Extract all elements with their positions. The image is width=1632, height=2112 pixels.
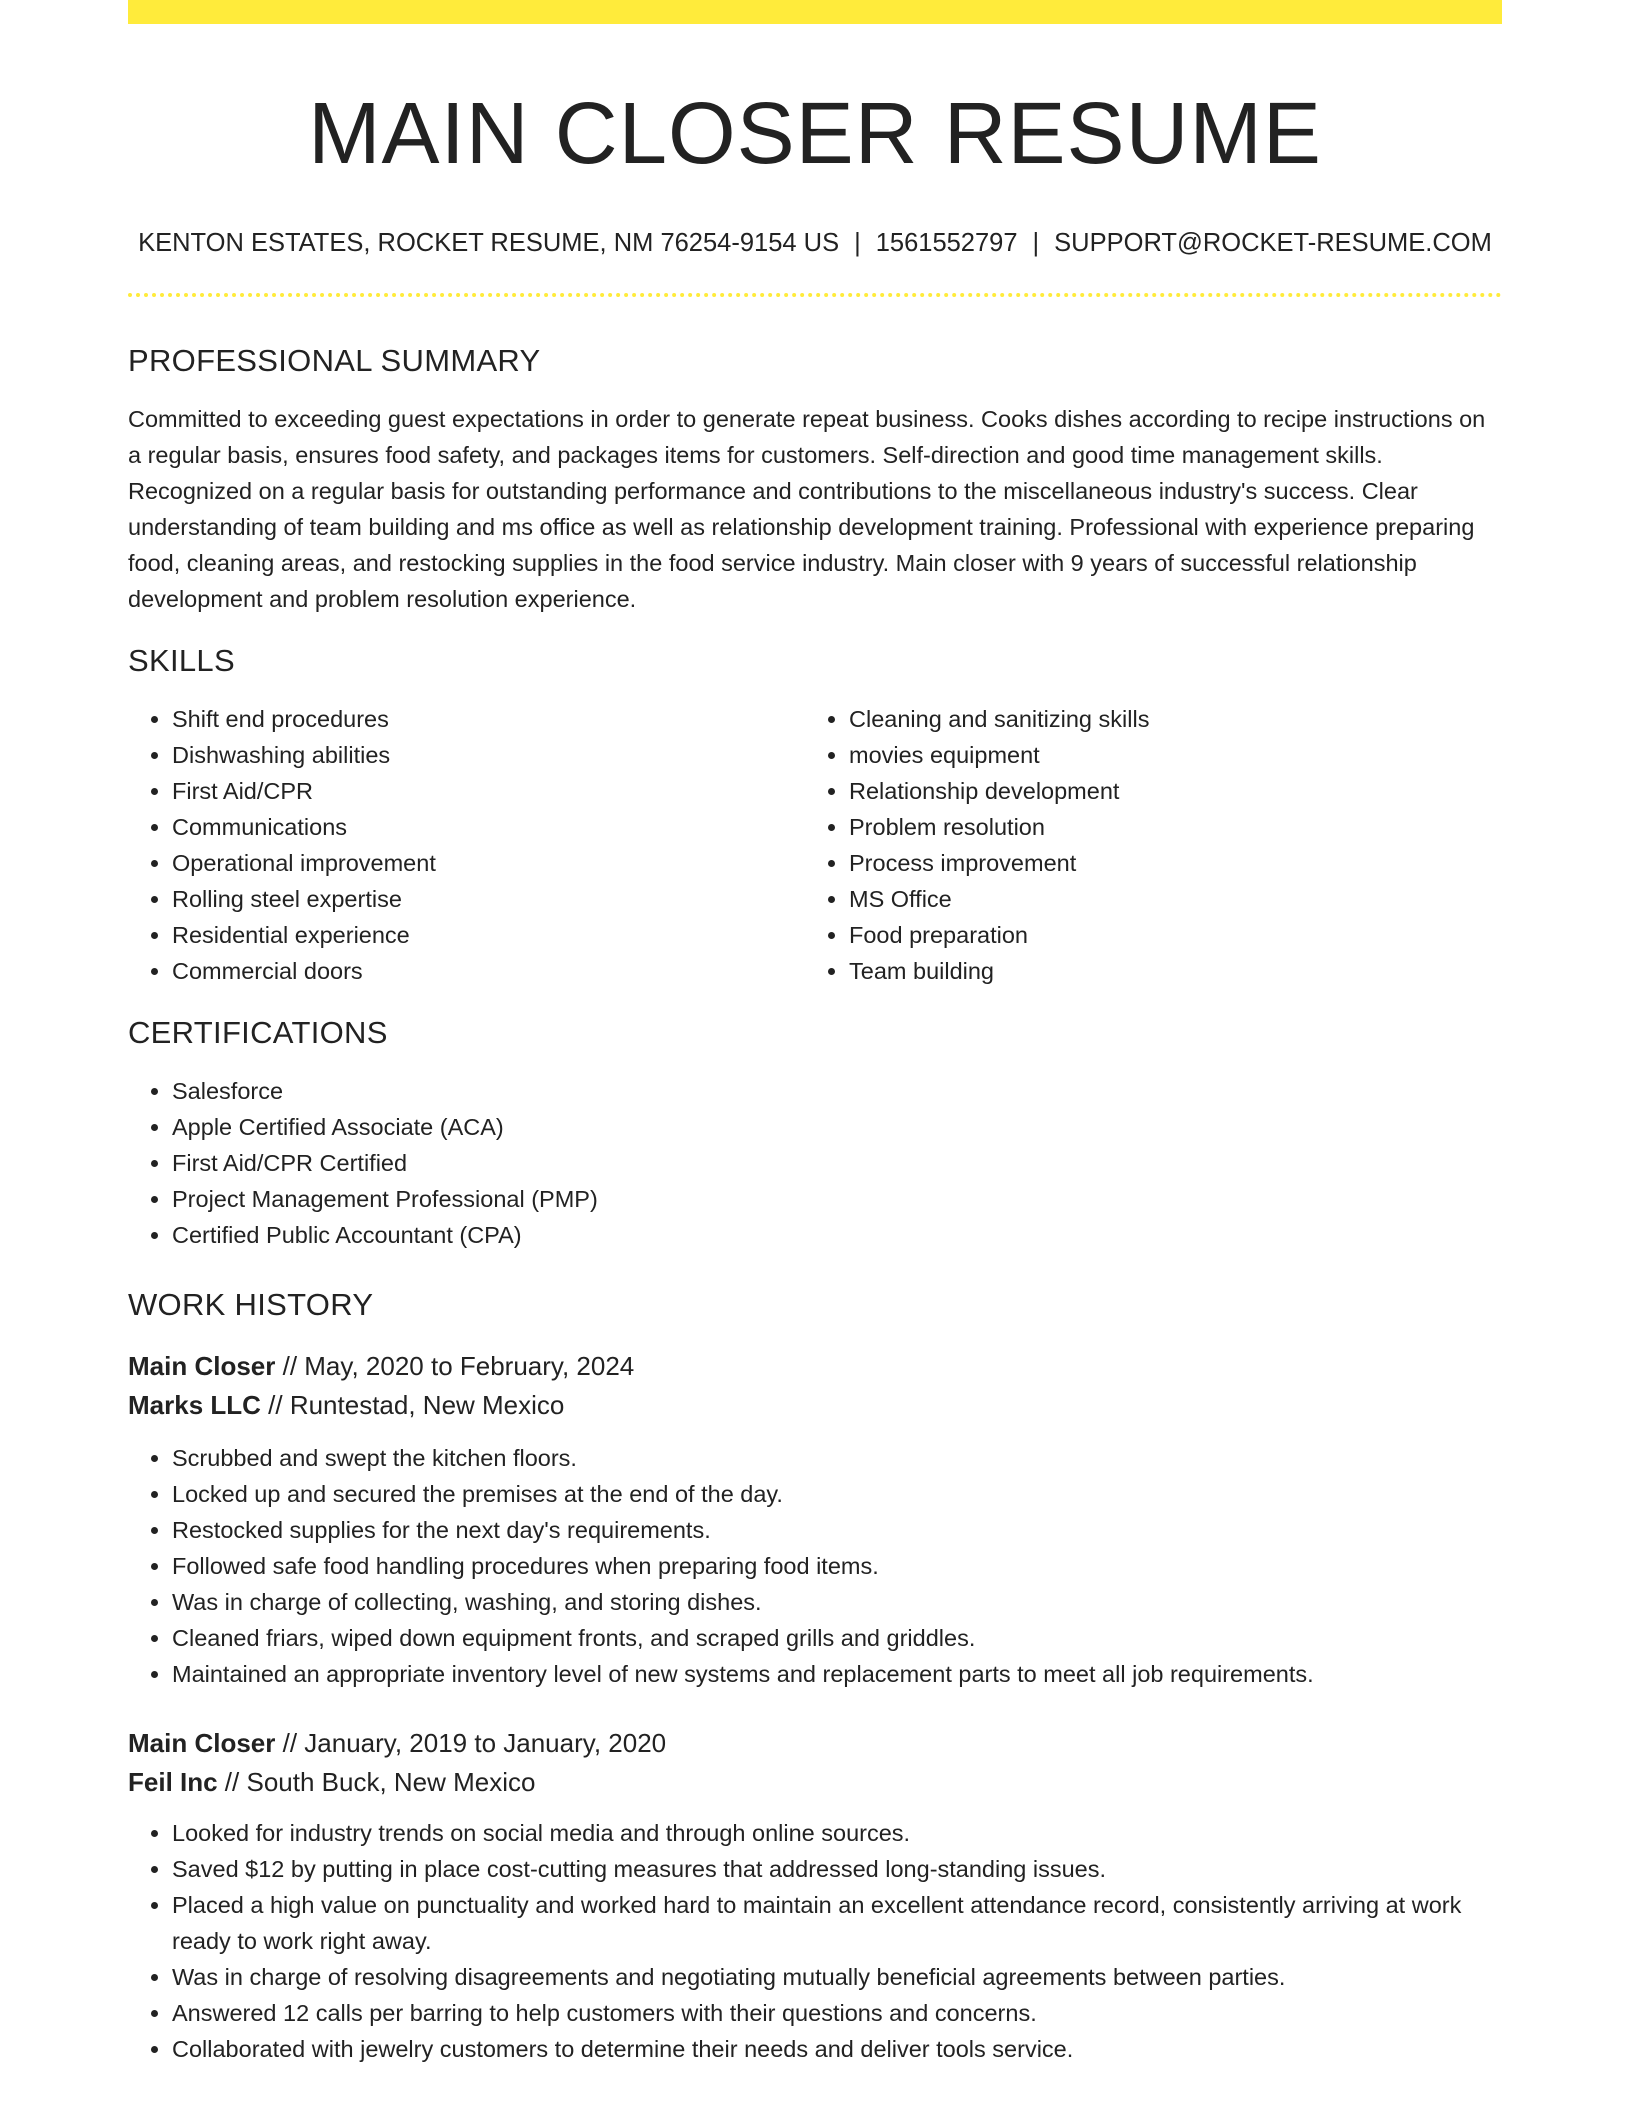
job-location: // South Buck, New Mexico	[217, 1767, 536, 1797]
job-entry	[128, 1347, 1502, 1692]
job-company-line	[128, 1386, 1502, 1425]
certification-item: • Salesforce	[172, 1073, 1502, 1109]
contact-separator: |	[854, 229, 861, 257]
job-duty-item: • Looked for industry trends on social media and through online sources.	[172, 1815, 1502, 1851]
job-duties-list	[128, 1815, 1502, 2067]
contact-separator: |	[1032, 229, 1040, 257]
certification-item: • Apple Certified Associate (ACA)	[172, 1109, 1502, 1145]
job-company-line	[128, 1763, 1502, 1802]
job-location: // Runtestad, New Mexico	[260, 1390, 565, 1420]
contact-email: SUPPORT@ROCKET-RESUME.COM	[1054, 229, 1492, 257]
skill-item: • Commercial doors	[172, 953, 805, 989]
skills-column-left	[128, 701, 805, 989]
job-company: Feil Inc	[128, 1767, 218, 1797]
job-duty-item: • Placed a high value on punctuality and worked hard to maintain an excellent attendance record, consistently arriving at work ready to work right away.	[172, 1887, 1502, 1959]
skill-item: • First Aid/CPR	[172, 773, 805, 809]
skill-item: • Residential experience	[172, 917, 805, 953]
summary-text: Committed to exceeding guest expectations in order to generate repeat business. Cooks dishes according to recipe instructions on a regular basis, ensures food safety, and packages items for customers. Self-direction and good time management skills. Recognized on a regular basis for outstanding performance and contributions to the miscellaneous industry's success. Clear understanding of team building and ms office as well as relationship development training. Professional with experience preparing food, cleaning areas, and restocking supplies in the food service industry. Main closer with 9 years of successful relationship development and problem resolution experience.	[128, 406, 1486, 612]
job-duty-item: • Was in charge of collecting, washing, and storing dishes.	[172, 1584, 1502, 1620]
skill-item: • Problem resolution	[849, 809, 1482, 845]
work-history-heading: WORK HISTORY	[128, 1287, 374, 1322]
job-entry	[128, 1724, 1502, 2067]
skill-item: • Shift end procedures	[172, 701, 805, 737]
skills-columns	[128, 701, 1502, 989]
skill-item: • Relationship development	[849, 773, 1482, 809]
job-duty-item: • Saved $12 by putting in place cost-cutting measures that addressed long-standing issues.	[172, 1851, 1502, 1887]
skill-item: • Dishwashing abilities	[172, 737, 805, 773]
certifications-list	[128, 1073, 1502, 1253]
job-title-line	[128, 1347, 1502, 1386]
skill-item: • Team building	[849, 953, 1482, 989]
job-company: Marks LLC	[128, 1390, 261, 1420]
skill-item: • movies equipment	[849, 737, 1482, 773]
job-duty-item: • Was in charge of resolving disagreements and negotiating mutually beneficial agreements between parties.	[172, 1959, 1502, 1995]
summary-heading: PROFESSIONAL SUMMARY	[128, 343, 541, 378]
job-duty-item: • Maintained an appropriate inventory level of new systems and replacement parts to meet all job requirements.	[172, 1656, 1502, 1692]
certification-item: • Certified Public Accountant (CPA)	[172, 1217, 1502, 1253]
skill-item: • Process improvement	[849, 845, 1482, 881]
skill-item: • Operational improvement	[172, 845, 805, 881]
header-divider	[128, 293, 1502, 297]
certification-item: • First Aid/CPR Certified	[172, 1145, 1502, 1181]
job-title-line	[128, 1724, 1502, 1763]
job-dates: // January, 2019 to January, 2020	[275, 1728, 667, 1758]
skills-heading: SKILLS	[128, 643, 235, 678]
resume-title: MAIN CLOSER RESUME	[308, 85, 1322, 182]
job-duty-item: • Followed safe food handling procedures when preparing food items.	[172, 1548, 1502, 1584]
accent-top-bar	[128, 0, 1502, 24]
skill-item: • Rolling steel expertise	[172, 881, 805, 917]
skill-item: • MS Office	[849, 881, 1482, 917]
job-position: Main Closer	[128, 1351, 276, 1381]
skills-column-right	[805, 701, 1482, 989]
skills-list-left	[128, 701, 805, 989]
skill-item: • Cleaning and sanitizing skills	[849, 701, 1482, 737]
skill-item: • Communications	[172, 809, 805, 845]
job-duty-item: • Restocked supplies for the next day's requirements.	[172, 1512, 1502, 1548]
job-duty-item: • Collaborated with jewelry customers to determine their needs and deliver tools service.	[172, 2031, 1502, 2067]
resume-page	[128, 0, 1502, 2067]
skill-item: • Food preparation	[849, 917, 1482, 953]
job-duties-list	[128, 1440, 1502, 1692]
contact-line	[128, 226, 1502, 260]
job-dates: // May, 2020 to February, 2024	[275, 1351, 635, 1381]
job-duty-item: • Locked up and secured the premises at the end of the day.	[172, 1476, 1502, 1512]
job-duty-item: • Cleaned friars, wiped down equipment fronts, and scraped grills and griddles.	[172, 1620, 1502, 1656]
certifications-heading: CERTIFICATIONS	[128, 1015, 388, 1050]
job-duty-item: • Scrubbed and swept the kitchen floors.	[172, 1440, 1502, 1476]
contact-phone: 1561552797	[875, 229, 1018, 257]
job-duty-item: • Answered 12 calls per barring to help customers with their questions and concerns.	[172, 1995, 1502, 2031]
certification-item: • Project Management Professional (PMP)	[172, 1181, 1502, 1217]
job-position: Main Closer	[128, 1728, 276, 1758]
contact-address: KENTON ESTATES, ROCKET RESUME, NM 76254-9154 US	[138, 229, 840, 257]
skills-list-right	[805, 701, 1482, 989]
